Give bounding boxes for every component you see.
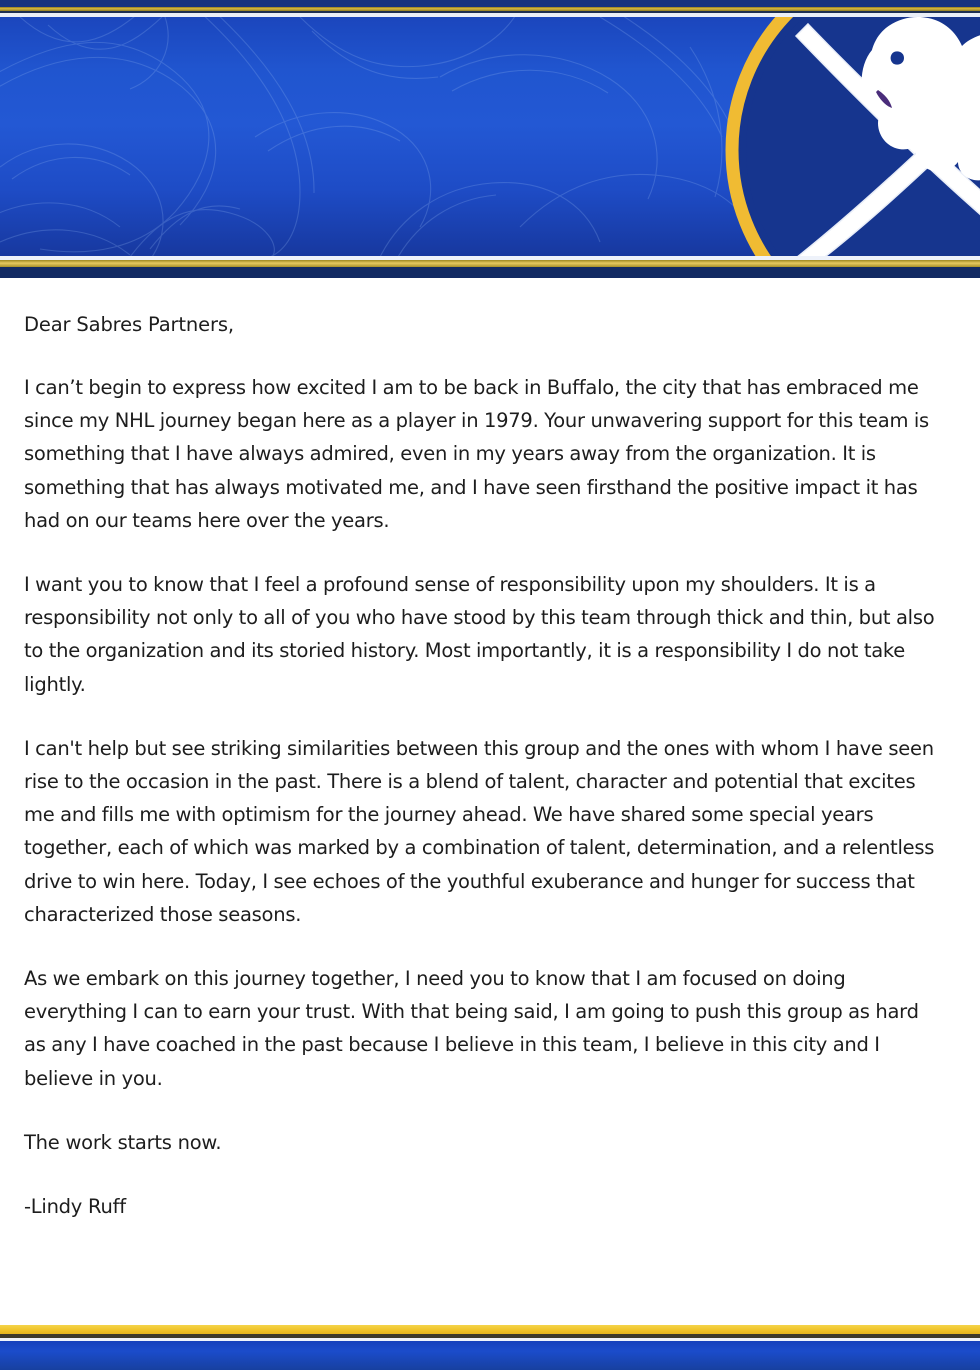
letter-body [0, 278, 980, 1325]
footer-gold-band [0, 1325, 980, 1334]
letter-signature: -Lindy Ruff [24, 1195, 126, 1219]
header-banner [0, 0, 980, 278]
letter-paragraph-2: I want you to know that I feel a profound sense of responsibility upon my shoulders. It is a responsibility not only to all of you who have stood by this team through thick and thin, but also to the organization and its storied history. Most importantly, it is a responsibility I do not take lightly. [24, 573, 935, 696]
letter-paragraph-3: I can't help but see striking similarities between this group and the ones with whom I have seen rise to the occasion in the past. There is a blend of talent, character and potential that excites me and fills me with optimism for the journey ahead. We have shared some special years together, each of which was marked by a combination of talent, determination, and a relentless drive to win here. Today, I see echoes of the youthful exuberance and hunger for success that characterized those seasons. [24, 736, 935, 926]
letter-salutation: Dear Sabres Partners, [24, 313, 234, 336]
footer-blue-band [0, 1341, 980, 1370]
header-top-white-trim [0, 13, 980, 17]
letter-content [24, 312, 936, 1223]
header-bottom-navy-trim [0, 267, 980, 278]
header-bottom-gold-trim [0, 260, 980, 267]
letter-closing-line: The work starts now. [24, 1130, 222, 1154]
letter-paragraph-4: As we embark on this journey together, I need you to know that I am focused on doing everything I can to earn your trust. With that being said, I am going to push this group as hard as any I have coached in the past because I believe in this team, I believe in this city and I believe in you. [24, 967, 919, 1090]
footer-bar [0, 1325, 980, 1370]
letter-paragraph-1: I can’t begin to express how excited I am to be back in Buffalo, the city that has embraced me since my NHL journey began here as a player in 1979. Your unwavering support for this team is something that I have always admired, even in my years away from the organization. It is something that has always motivated me, and I have seen firsthand the positive impact it has had on our teams here over the years. [24, 376, 929, 532]
header-top-navy-trim [0, 0, 980, 7]
buffalo-sabres-crest [718, 0, 980, 278]
